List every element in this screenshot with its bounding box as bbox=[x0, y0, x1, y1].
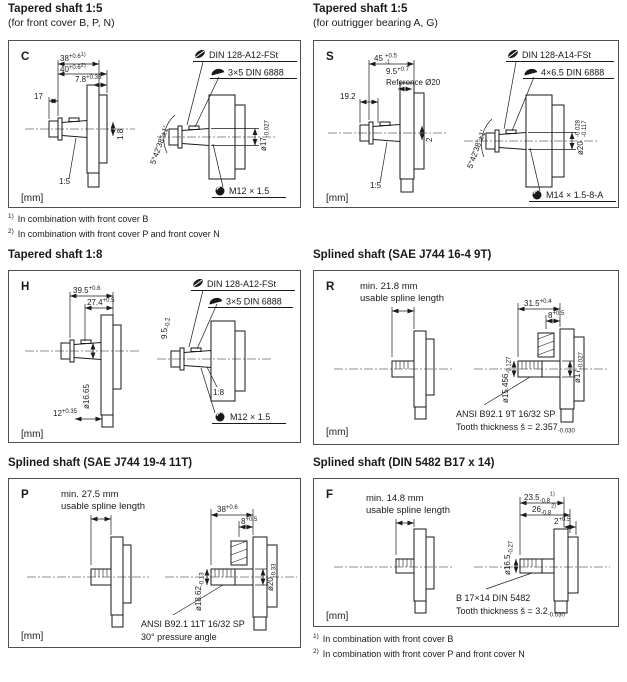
panel-r-box bbox=[313, 270, 619, 445]
panel-c-title: Tapered shaft 1:5 bbox=[8, 3, 103, 15]
spring-washer-icon bbox=[194, 48, 207, 60]
dim-31-5: $31.5^{+0.4}$ bbox=[524, 299, 552, 308]
dim-27-4: $27.4^{+0.5}$ bbox=[87, 298, 115, 307]
spec-line-2: 30° pressure angle bbox=[141, 632, 217, 642]
panel-f-left-view bbox=[326, 493, 454, 622]
dim-7-8: $7.8^{+0.35}$ bbox=[75, 75, 102, 84]
dim-12: $12^{+0.35}$ bbox=[53, 409, 78, 418]
panel-f-drawing bbox=[314, 479, 618, 626]
key-label: 3×5 DIN 6888 bbox=[226, 296, 282, 307]
dim-45: 45 +0.5 -1 bbox=[374, 53, 397, 66]
thread-icon bbox=[533, 191, 542, 200]
panel-c-drawing bbox=[9, 41, 300, 207]
dim-40: $40^{+0.62)}$ bbox=[60, 63, 86, 74]
spec-line-2: Tooth thickness š = $3.2_{-0.030}$ bbox=[456, 606, 565, 619]
dim-8: $8^{+0.5}$ bbox=[241, 517, 258, 526]
taper-label: 1:8 bbox=[213, 388, 225, 397]
panel-r-drawing bbox=[314, 271, 618, 444]
panel-c-left-view bbox=[21, 52, 135, 204]
unit-label: [mm] bbox=[21, 429, 44, 440]
unit-label: [mm] bbox=[21, 631, 44, 642]
unit-label: [mm] bbox=[326, 611, 349, 622]
footnote-2: $^{2)}$ In combination with front cover P and front cover N bbox=[313, 648, 525, 659]
panel-s-box bbox=[313, 40, 619, 208]
note-line-1: min. 27.5 mm bbox=[61, 489, 119, 500]
panel-p-letter: P bbox=[21, 489, 29, 501]
dia-label: ø20-0.028-0.117 bbox=[575, 119, 588, 155]
dim-38: $38^{+0.61)}$ bbox=[60, 52, 86, 63]
dia-spline-label: $ø18.62_{-0.13}$ bbox=[194, 572, 206, 611]
spec-line-1: ANSI B92.1 9T 16/32 SP bbox=[456, 409, 556, 419]
taper-label: 1:5 bbox=[59, 177, 71, 186]
footnote-2: $^{2)}$ In combination with front cover P and front cover N bbox=[8, 228, 220, 239]
panel-f-box bbox=[313, 478, 619, 627]
panel-f-letter: F bbox=[326, 489, 334, 501]
spec-line-1: ANSI B92.1 11T 16/32 SP bbox=[141, 619, 245, 629]
panel-c-box bbox=[8, 40, 301, 208]
washer-label: DIN 128-A14-FSt bbox=[522, 50, 592, 60]
dim-8: $8^{+0.5}$ bbox=[548, 311, 565, 320]
panel-p-box bbox=[8, 478, 301, 648]
panel-s-subtitle: (for outrigger bearing A, G) bbox=[313, 17, 438, 29]
note-line-1: min. 21.8 mm bbox=[360, 281, 418, 292]
woodruff-key-icon bbox=[210, 67, 224, 75]
panel-h-letter: H bbox=[21, 281, 30, 293]
woodruff-key-icon bbox=[208, 296, 222, 304]
dim-39-5: $39.5^{+0.6}$ bbox=[73, 286, 101, 295]
note-line-2: usable spline length bbox=[360, 293, 444, 304]
key-label: 3×5 DIN 6888 bbox=[228, 67, 284, 78]
thread-label: M12 × 1.5 bbox=[230, 412, 271, 422]
note-line-2: usable spline length bbox=[366, 505, 450, 516]
dia-label: $ø16.5_{-0.27}$ bbox=[503, 540, 515, 575]
panel-s-drawing bbox=[314, 41, 618, 207]
key-label: 4×6.5 DIN 6888 bbox=[541, 67, 605, 78]
spec-line-1: B 17×14 DIN 5482 bbox=[456, 593, 531, 603]
panel-f-right-view bbox=[456, 492, 610, 619]
note-line-1: min. 14.8 mm bbox=[366, 493, 424, 504]
thread-icon bbox=[216, 187, 225, 196]
thread-label: M14 × 1.5-8-A bbox=[546, 190, 604, 200]
unit-label: [mm] bbox=[326, 427, 349, 438]
unit-label: [mm] bbox=[326, 193, 349, 204]
panel-r-right-view bbox=[456, 299, 608, 435]
panel-r-title: Splined shaft (SAE J744 16-4 9T) bbox=[313, 249, 492, 261]
footnote-1: $^{1)}$ In combination with front cover B bbox=[313, 633, 454, 644]
panel-s-right-view bbox=[464, 48, 616, 201]
panel-r-left-view bbox=[326, 281, 454, 438]
angle-label: 5°42'38"±1' bbox=[148, 124, 171, 166]
panel-s-letter: S bbox=[326, 51, 334, 63]
unit-label: [mm] bbox=[21, 193, 44, 204]
dim-17: 17 bbox=[34, 92, 43, 101]
dia-label: ø16.65 bbox=[82, 384, 91, 409]
footnote-1: $^{1)}$ In combination with front cover B bbox=[8, 213, 149, 224]
panel-p-title: Splined shaft (SAE J744 19-4 11T) bbox=[8, 457, 193, 469]
panel-p-drawing bbox=[9, 479, 300, 647]
panel-p-left-view bbox=[21, 489, 149, 642]
dim-38: $38^{+0.6}$ bbox=[217, 505, 238, 514]
panel-h-box bbox=[8, 270, 301, 443]
dia-shaft-label: $ø20_{-0.33}$ bbox=[266, 563, 278, 591]
panel-h-drawing bbox=[9, 271, 300, 442]
panel-h-title: Tapered shaft 1:8 bbox=[8, 249, 103, 261]
washer-label: DIN 128-A12-FSt bbox=[207, 279, 277, 289]
dim-19-2: 19.2 bbox=[340, 92, 356, 101]
dia-spline-label: $ø15.456_{-0.127}$ bbox=[501, 356, 513, 403]
panel-h-left-view bbox=[21, 286, 139, 440]
angle-label: 5°42'38"±1' bbox=[465, 128, 488, 170]
washer-label: DIN 128-A12-FSt bbox=[209, 50, 279, 60]
panel-r-letter: R bbox=[326, 281, 335, 293]
dim-2: 2 bbox=[425, 137, 434, 142]
spec-line-2: Tooth thickness š = $2.357_{-0.030}$ bbox=[456, 422, 575, 435]
dim-26: $26_{-0.8}^{2)}$ bbox=[532, 503, 557, 517]
taper-label: 1:5 bbox=[370, 181, 382, 190]
panel-f-title: Splined shaft (DIN 5482 B17 x 14) bbox=[313, 457, 495, 469]
dim-9-5: $9.5^{+0.7}$ bbox=[386, 67, 409, 76]
thread-icon bbox=[216, 413, 225, 422]
panel-c-letter: C bbox=[21, 51, 30, 63]
dia-shaft-label: $ø17_{-0.027}$ bbox=[573, 352, 585, 383]
panel-h-right-view bbox=[157, 277, 295, 423]
dia-label: $ø17_{-0.027}$ bbox=[259, 120, 271, 151]
woodruff-key-icon bbox=[523, 67, 537, 75]
note-line-2: usable spline length bbox=[61, 501, 145, 512]
panel-s-title: Tapered shaft 1:5 bbox=[313, 3, 408, 15]
panel-c-right-view bbox=[148, 48, 297, 197]
panel-p-right-view bbox=[141, 505, 297, 642]
spring-washer-icon bbox=[192, 277, 205, 289]
spring-washer-icon bbox=[507, 48, 520, 60]
thread-label: M12 × 1.5 bbox=[229, 186, 270, 196]
dim-23-5: $23.5_{-0.8}^{1)}$ bbox=[524, 491, 555, 505]
panel-s-left-view bbox=[326, 54, 448, 205]
dim-2: $2^{+0.5}$ bbox=[554, 517, 571, 526]
panel-c-subtitle: (for front cover B, P, N) bbox=[8, 17, 115, 29]
dim-1-8: 1.8 bbox=[116, 128, 125, 140]
reference-dia-label: Reference Ø20 bbox=[386, 78, 441, 87]
dim-9-5: $9.5_{-0.2}$ bbox=[160, 317, 172, 339]
